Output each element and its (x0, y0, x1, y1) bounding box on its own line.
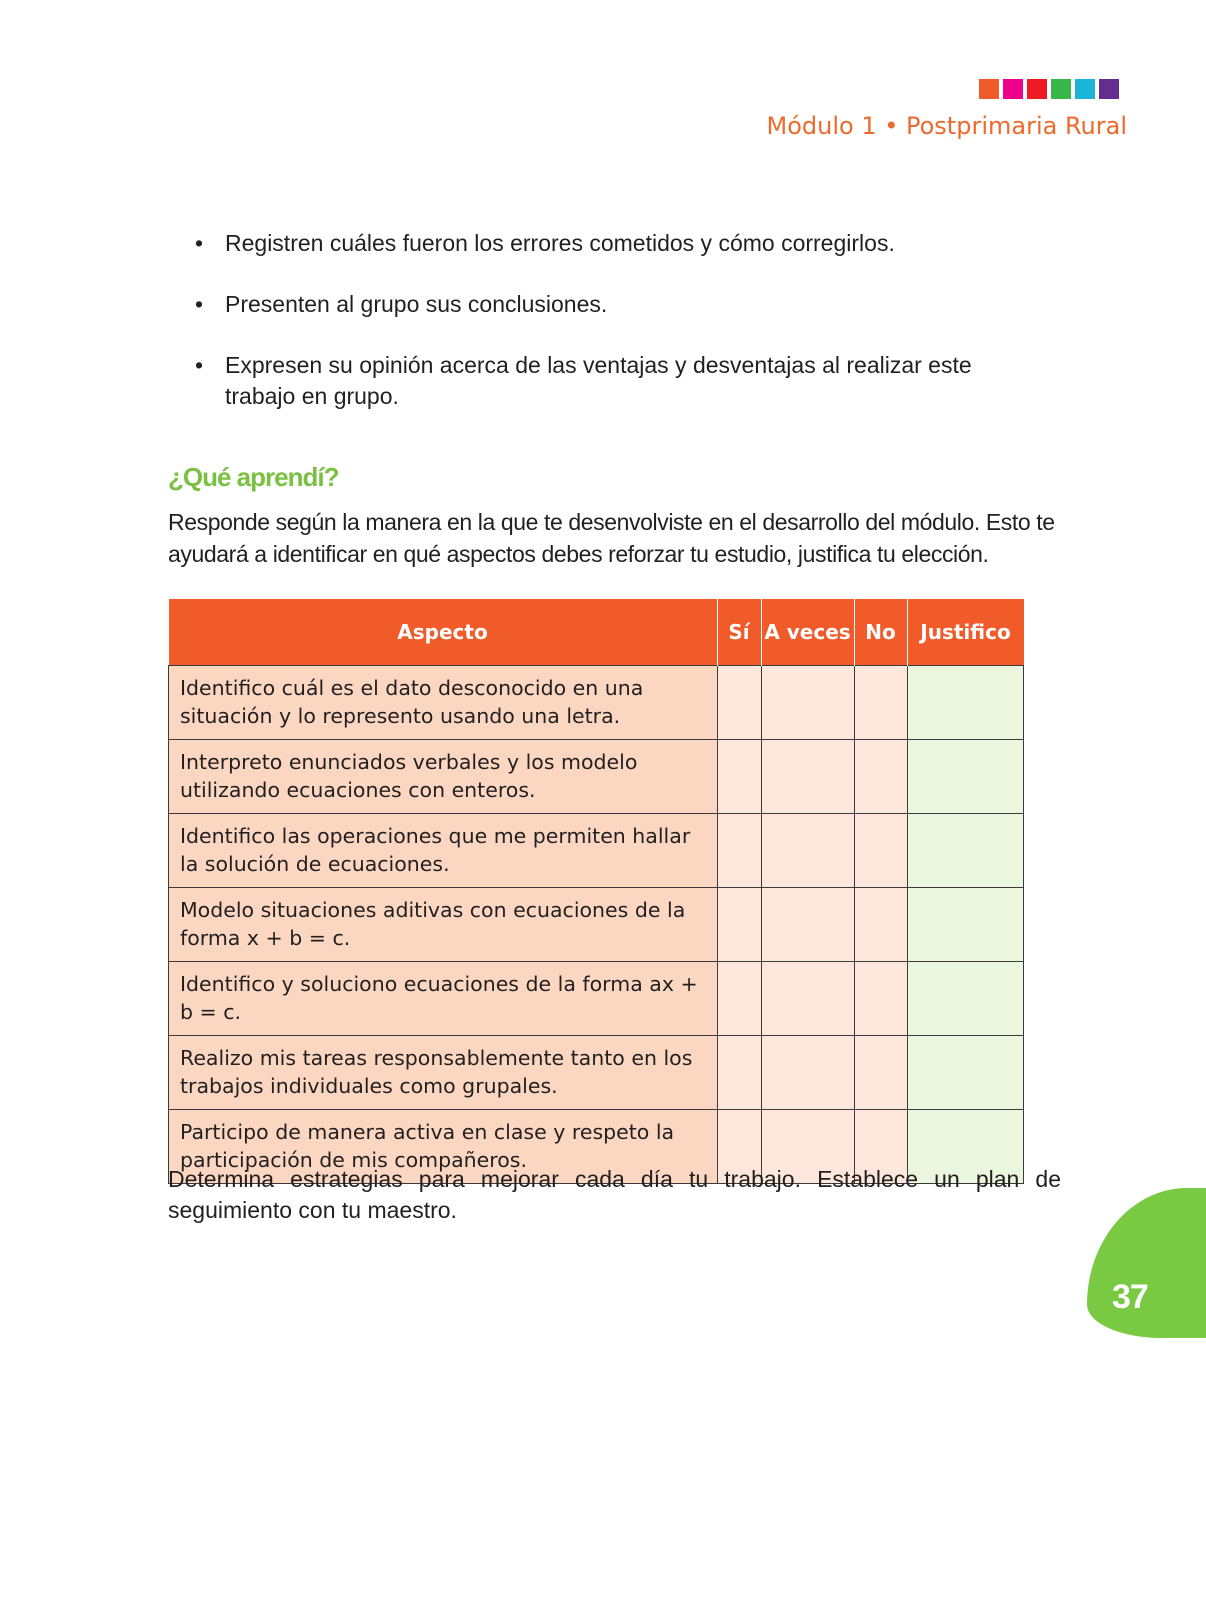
no-cell[interactable] (854, 1036, 907, 1110)
list-item (195, 289, 1055, 320)
justifico-cell[interactable] (907, 1036, 1024, 1110)
header-si: Sí (717, 599, 761, 666)
header-no: No (854, 599, 907, 666)
si-cell[interactable] (717, 814, 761, 888)
justifico-cell[interactable] (907, 740, 1024, 814)
color-square (979, 79, 999, 99)
color-square (1003, 79, 1023, 99)
list-item (195, 350, 1055, 412)
color-square (1075, 79, 1095, 99)
bullet-marker: • (195, 352, 204, 378)
section-intro: Responde según la manera en la que te desenvolviste en el desarrollo del módulo. Esto te ayudará a identificar en qué aspectos debes reforzar tu estudio, justifica tu elección. (168, 509, 1055, 567)
aspect-cell: Modelo situaciones aditivas con ecuaciones de la forma x + b = c. (169, 888, 718, 962)
section-title: ¿Qué aprendí? (168, 462, 339, 492)
justifico-cell[interactable] (907, 962, 1024, 1036)
aspect-cell: Identifico y soluciono ecuaciones de la forma ax + b = c. (169, 962, 718, 1036)
color-square (1027, 79, 1047, 99)
a-veces-cell[interactable] (761, 1036, 854, 1110)
no-cell[interactable] (854, 962, 907, 1036)
header-aspecto: Aspecto (169, 599, 718, 666)
aspect-cell: Identifico las operaciones que me permiten hallar la solución de ecuaciones. (169, 814, 718, 888)
aspect-cell: Identifico cuál es el dato desconocido en una situación y lo represento usando una letra. (169, 666, 718, 740)
si-cell[interactable] (717, 740, 761, 814)
a-veces-cell[interactable] (761, 666, 854, 740)
bullet-list (195, 228, 1055, 442)
a-veces-cell[interactable] (761, 740, 854, 814)
list-item-text: Registren cuáles fueron los errores cometidos y cómo corregirlos. (225, 230, 895, 256)
si-cell[interactable] (717, 1036, 761, 1110)
header-a-veces: A veces (761, 599, 854, 666)
page-number: 37 (1112, 1278, 1148, 1316)
no-cell[interactable] (854, 814, 907, 888)
list-item-text: Expresen su opinión acerca de las ventajas y desventajas al realizar este trabajo en grupo. (225, 352, 972, 409)
table-row (169, 814, 1024, 888)
header-justifico: Justifico (907, 599, 1024, 666)
si-cell[interactable] (717, 888, 761, 962)
color-square (1099, 79, 1119, 99)
table-row (169, 1036, 1024, 1110)
justifico-cell[interactable] (907, 888, 1024, 962)
list-item (195, 228, 1055, 259)
justifico-cell[interactable] (907, 666, 1024, 740)
si-cell[interactable] (717, 962, 761, 1036)
closing-paragraph: Determina estrategias para mejorar cada día tu trabajo. Establece un plan de seguimiento con tu maestro. (168, 1166, 1061, 1223)
no-cell[interactable] (854, 888, 907, 962)
list-item-text: Presenten al grupo sus conclusiones. (225, 291, 608, 317)
a-veces-cell[interactable] (761, 888, 854, 962)
bullet-marker: • (195, 230, 204, 256)
aspect-cell: Participo de manera activa en clase y respeto la participación de mis compañeros. (169, 1110, 718, 1184)
table-header-row (169, 599, 1024, 666)
a-veces-cell[interactable] (761, 962, 854, 1036)
no-cell[interactable] (854, 740, 907, 814)
si-cell[interactable] (717, 666, 761, 740)
color-square (1051, 79, 1071, 99)
justifico-cell[interactable] (907, 814, 1024, 888)
aspect-cell: Realizo mis tareas responsablemente tanto en los trabajos individuales como grupales. (169, 1036, 718, 1110)
self-evaluation-table (168, 599, 1024, 1184)
table-row (169, 962, 1024, 1036)
table-row (169, 666, 1024, 740)
bullet-marker: • (195, 291, 204, 317)
module-header: Módulo 1 • Postprimaria Rural (766, 112, 1127, 140)
aspect-cell: Interpreto enunciados verbales y los modelo utilizando ecuaciones con enteros. (169, 740, 718, 814)
header-color-squares (979, 79, 1119, 99)
no-cell[interactable] (854, 666, 907, 740)
a-veces-cell[interactable] (761, 814, 854, 888)
table-row (169, 888, 1024, 962)
table-row (169, 740, 1024, 814)
